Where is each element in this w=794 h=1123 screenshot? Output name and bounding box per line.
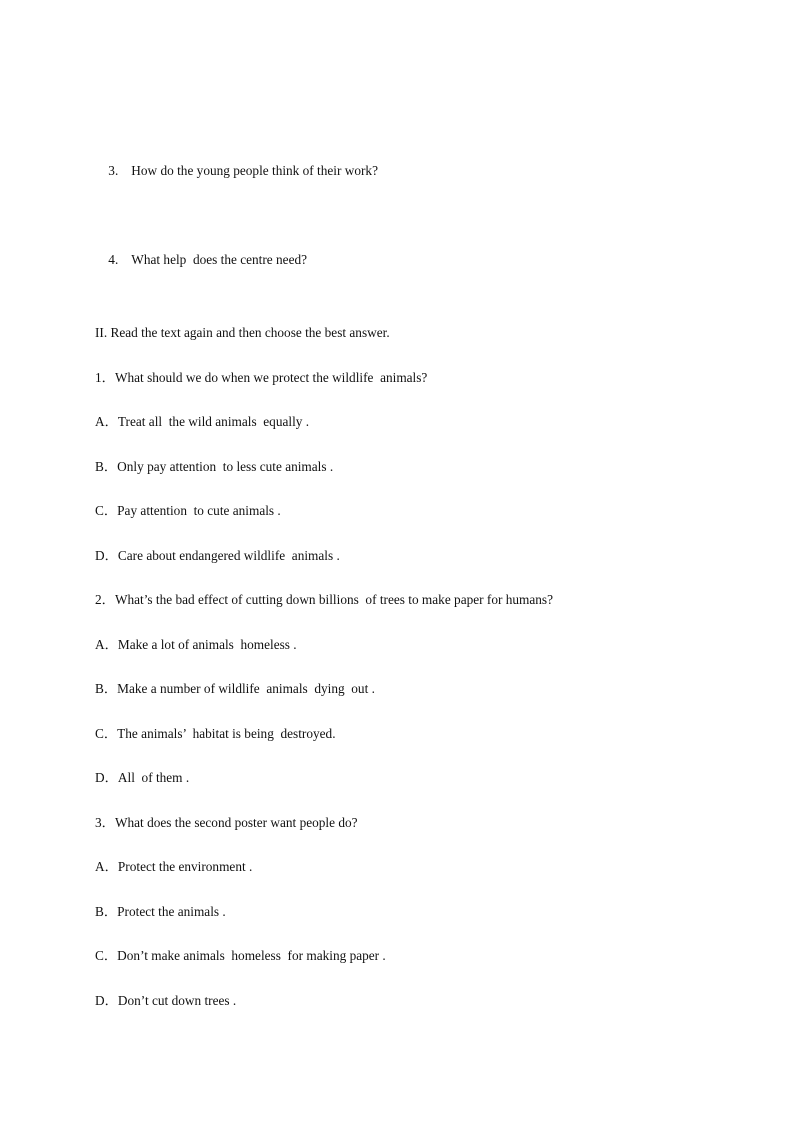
mc-question-1-option-a: A．Treat all the wild animals equally .: [95, 414, 310, 429]
question-text: What help does the centre need?: [131, 252, 308, 267]
mc-question-2-option-c: C．The animals’ habitat is being destroyed.: [95, 726, 336, 741]
mc-question-2-stem: 2．What’s the bad effect of cutting down billions of trees to make paper for humans?: [95, 592, 553, 607]
mc-question-1-option-c: C．Pay attention to cute animals .: [95, 503, 281, 518]
section-title: II. Read the text again and then choose the best answer.: [95, 325, 390, 340]
question-number: 4.: [108, 252, 119, 267]
mc-question-1-stem: 1．What should we do when we protect the wildlife animals?: [95, 370, 428, 385]
mc-question-3-option-a: A．Protect the environment .: [95, 859, 253, 874]
open-question-4: [95, 236, 307, 284]
open-question-3: [95, 147, 378, 195]
question-text: How do the young people think of their work?: [131, 163, 378, 178]
mc-question-2-option-b: B．Make a number of wildlife animals dying out .: [95, 681, 375, 696]
mc-question-2-option-d: D．All of them .: [95, 770, 190, 785]
mc-question-3-option-b: B．Protect the animals .: [95, 904, 226, 919]
mc-question-3-stem: 3．What does the second poster want people do?: [95, 815, 358, 830]
mc-question-1-option-b: B．Only pay attention to less cute animals .: [95, 459, 334, 474]
question-number: 3.: [108, 163, 119, 178]
mc-question-2-option-a: A．Make a lot of animals homeless .: [95, 637, 297, 652]
mc-question-3-option-c: C．Don’t make animals homeless for making paper .: [95, 948, 386, 963]
mc-question-3-option-d: D．Don’t cut down trees .: [95, 993, 237, 1008]
mc-question-1-option-d: D．Care about endangered wildlife animals .: [95, 548, 340, 563]
